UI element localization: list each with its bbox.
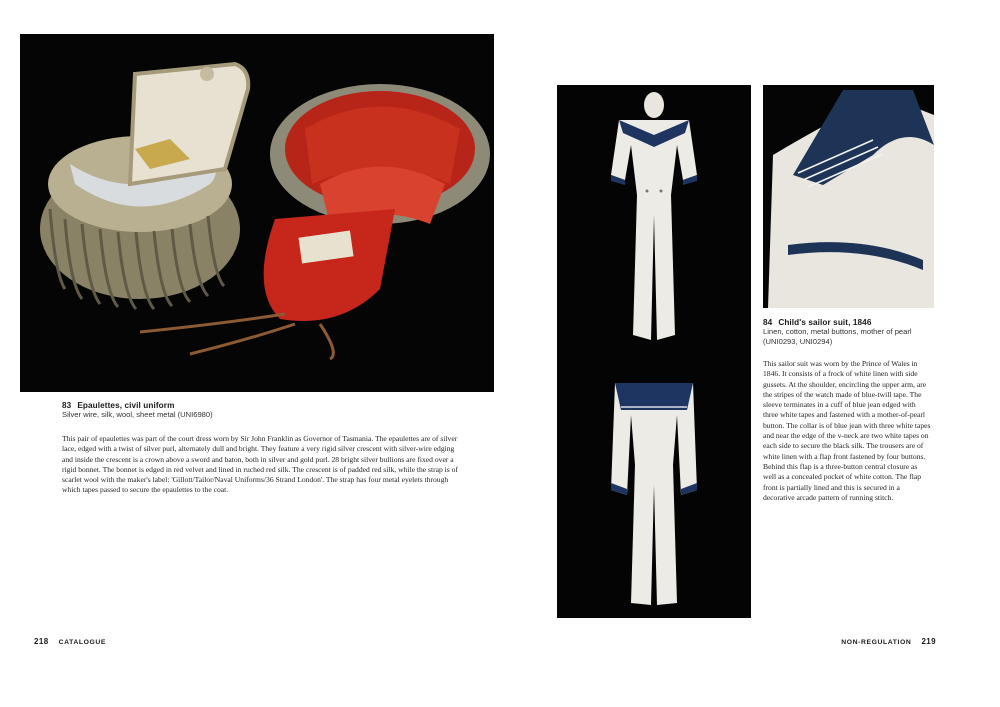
figure-83-description: [62, 434, 458, 496]
figure-84-title-line: [763, 318, 938, 327]
figure-84-materials: Linen, cotton, metal buttons, mother of pearl (UNI0293, UNI0294): [763, 327, 912, 346]
figure-83-title: Epaulettes, civil uniform: [77, 401, 175, 410]
right-page-number: 219: [921, 637, 936, 646]
figure-84-title: Child's sailor suit, 1846: [778, 318, 872, 327]
left-page-number: 218: [34, 637, 49, 646]
epaulettes-illustration: [20, 34, 494, 392]
figure-83-number: 83: [62, 401, 72, 410]
figure-83-caption: [62, 401, 472, 420]
epaulettes-photo: [20, 34, 494, 392]
figure-84-description-text: This sailor suit was worn by the Prince of Wales in 1846. It consists of a frock of white linen with side gussets. At the shoulder, encircling the upper arm, are the stripes of the watch made of blue-twill tape. The sleeve terminates in a cuff of blue jean edged with three white tapes and fastened with a mother-of-pearl button. The collar is of blue jean with three white tapes and near the edge of the v-neck are two white tapes on each side to secure the black silk. The trousers are of white linen with a flap front fastened by four buttons. Behind this flap is a three-button central closure as well as a concealed pocket of white cotton. The flap front is partially lined and this is secured in a decorative arcade pattern of running stitch.: [763, 359, 931, 502]
sailor-collar-detail-photo: [763, 85, 934, 308]
figure-83-materials: Silver wire, silk, wool, sheet metal (UNI6980): [62, 410, 213, 419]
figure-84-description: [763, 359, 931, 503]
figure-83-description-text: This pair of epaulettes was part of the court dress worn by Sir John Franklin as Governor of Tasmania. The epaulettes are of silver lace, edged with a twist of silver purl, alternately dull and bright. They feature a very rigid silver crescent with silver-wire edging and inside the crescent is a crown above a sword and baton, both in silver and gold purl. 28 bright silver bullions are fixed over a rigid bonnet. The bonnet is edged in red velvet and lined in ruched red silk. The crescent is of padded red silk, while the strap is of scarlet wool with the maker's label: 'Gillott/Tailor/Naval Uniforms/36 Strand London'. The strap has four metal eyelets through which tapes passed to secure the epaulettes to the coat.: [62, 434, 458, 495]
sailor-suit-full-photo: [557, 85, 751, 618]
figure-84-number: 84: [763, 318, 773, 327]
figure-83-title-line: [62, 401, 472, 410]
left-folio: [34, 637, 106, 646]
right-section-name: NON-REGULATION: [841, 639, 912, 646]
left-section-name: CATALOGUE: [58, 639, 106, 646]
right-folio: [841, 637, 936, 646]
sailor-collar-illustration: [763, 85, 934, 308]
sailor-suit-illustration: [557, 85, 751, 618]
figure-84-caption: [763, 318, 938, 347]
